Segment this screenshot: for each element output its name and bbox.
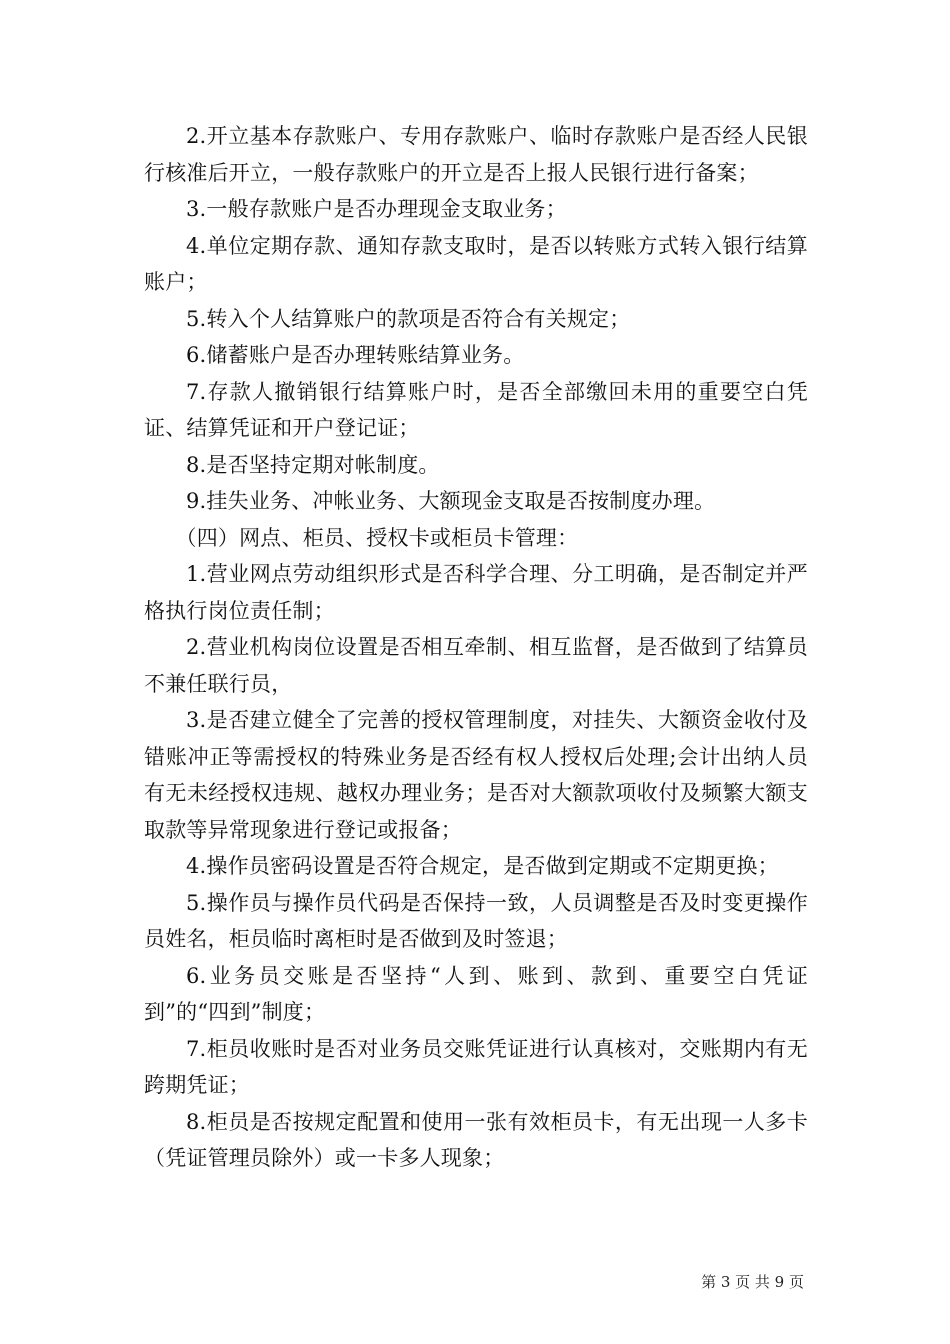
paragraph-section4-item-4: 4.操作员密码设置是否符合规定，是否做到定期或不定期更换； bbox=[186, 854, 779, 878]
paragraph-section4-item-1: 1.营业网点劳动组织形式是否科学合理、分工明确，是否制定并严格执行岗位责任制； bbox=[144, 562, 808, 623]
paragraph-item-8: 8.是否坚持定期对帐制度。 bbox=[186, 452, 440, 477]
paragraph-item-5: 5.转入个人结算账户的款项是否符合有关规定； bbox=[186, 306, 631, 331]
paragraph-item-6: 6.储蓄账户是否办理转账结算业务。 bbox=[186, 343, 525, 367]
paragraph-item-3: 3.一般存款账户是否办理现金支取业务； bbox=[186, 197, 567, 221]
paragraph-section4-item-7: 7.柜员收账时是否对业务员交账凭证进行认真核对，交账期内有无跨期凭证； bbox=[144, 1036, 808, 1097]
paragraph-item-9: 9.挂失业务、冲帐业务、大额现金支取是否按制度办理。 bbox=[186, 489, 716, 513]
section-heading-four: （四）网点、柜员、授权卡或柜员卡管理： bbox=[175, 525, 579, 550]
paragraph-section4-item-8: 8.柜员是否按规定配置和使用一张有效柜员卡，有无出现一人多卡（凭证管理员除外）或一卡多人现象； bbox=[144, 1109, 808, 1170]
paragraph-section4-item-6: 6.业务员交账是否坚持“人到、账到、款到、重要空白凭证到”的“四到”制度； bbox=[144, 963, 808, 1024]
paragraph-item-4: 4.单位定期存款、通知存款支取时，是否以转账方式转入银行结算账户； bbox=[144, 233, 808, 294]
paragraph-item-7: 7.存款人撤销银行结算账户时，是否全部缴回未用的重要空白凭证、结算凭证和开户登记证； bbox=[144, 379, 808, 440]
document-body bbox=[144, 118, 808, 1177]
paragraph-item-2: 2.开立基本存款账户、专用存款账户、临时存款账户是否经人民银行核准后开立，一般存款账户的开立是否上报人民银行进行备案； bbox=[144, 124, 808, 185]
paragraph-section4-item-3: 3.是否建立健全了完善的授权管理制度，对挂失、大额资金收付及错账冲正等需授权的特殊业务是否经有权人授权后处理;会计出纳人员有无未经授权违规、越权办理业务；是否对大额款项收付及频繁大额支取款等异常现象进行登记或报备； bbox=[144, 708, 808, 842]
paragraph-section4-item-5: 5.操作员与操作员代码是否保持一致，人员调整是否及时变更操作员姓名，柜员临时离柜时是否做到及时签退； bbox=[144, 890, 808, 951]
page-number-footer: 第 3 页 共 9 页 bbox=[701, 1273, 804, 1291]
paragraph-section4-item-2: 2.营业机构岗位设置是否相互牵制、相互监督，是否做到了结算员不兼任联行员， bbox=[144, 635, 808, 696]
